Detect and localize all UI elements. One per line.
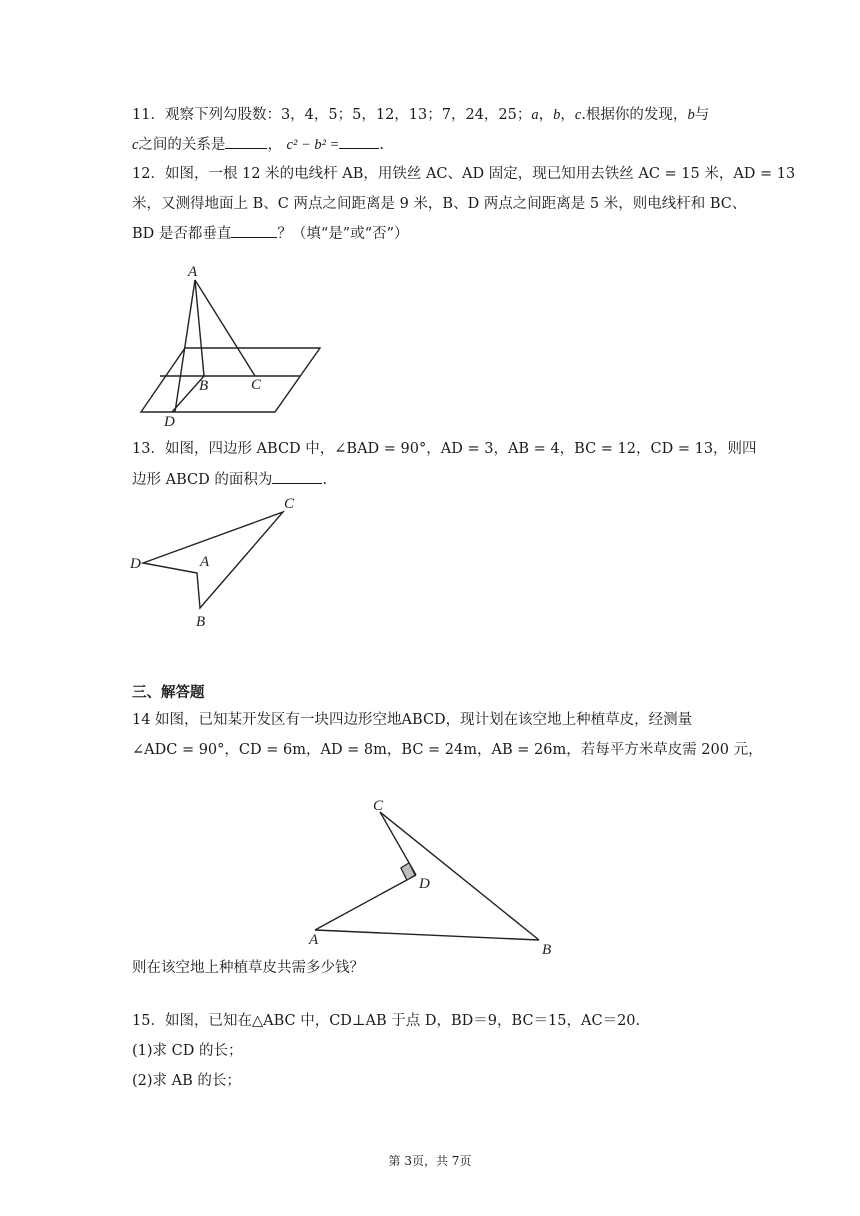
q13-blank[interactable] <box>272 469 322 484</box>
q15-line2: (1)求 CD 的长； <box>132 1043 243 1059</box>
page-footer: 第 3页，共 7页 <box>388 1154 472 1168</box>
q11-text-c: 与 <box>694 107 710 123</box>
q12-line3 <box>132 223 409 244</box>
q12-ground-plane <box>141 348 320 412</box>
q11-var-a: a <box>531 107 539 123</box>
q12-label-c: C <box>251 377 262 393</box>
q14-segment-bc <box>380 812 539 940</box>
q15-line1: 15．如图，已知在△ABC 中，CD⊥AB 于点 D，BD＝9，BC＝15，AC＝20. <box>132 1013 641 1029</box>
q14-right-angle-fill <box>401 863 415 880</box>
q13-label-b: B <box>196 614 206 630</box>
q14-line3: 则在该空地上种植草皮共需多少钱？ <box>132 960 364 976</box>
q13-quadrilateral <box>143 512 283 608</box>
q14-figure-lines <box>315 812 539 940</box>
q12-text-b: ？（填“是”或“否”） <box>277 226 409 242</box>
q12-line1: 12．如图，一根 12 米的电线杆 AB，用铁丝 AC、AD 固定，现已知用去铁丝 AC = 15 米，AD = 13 <box>132 166 796 182</box>
q11-line1: 11．观察下列勾股数：3，4，5；5，12，13；7，24，25；a，b，c.根据你的发现，b与 <box>132 107 710 123</box>
q13-line1: 13．如图，四边形 ABCD 中，∠BAD = 90°，AD = 3，AB = 4，BC = 12，CD = 13，则四 <box>132 441 757 457</box>
q12-figure-lines <box>141 280 320 412</box>
q14-line1: 14 如图，已知某开发区有一块四边形空地ABCD，现计划在该空地上种植草皮，经测量 <box>132 712 693 728</box>
q14-label-c: C <box>373 798 384 814</box>
q11-line2 <box>132 134 384 155</box>
q14-segment-ab <box>315 930 539 940</box>
q14-label-a: A <box>309 932 319 948</box>
q11-text-a: 11．观察下列勾股数：3，4，5；5，12，13；7，24，25； <box>132 107 532 123</box>
q12-label-b: B <box>199 378 209 394</box>
q13-label-c: C <box>284 496 295 512</box>
q11-text-d: 之间的关系是 <box>138 137 226 153</box>
q11-text-e: ， <box>267 137 282 153</box>
q14-segment-cd <box>380 812 416 875</box>
q12-segment-ad <box>175 280 195 412</box>
q11-expr: c² − b² = <box>286 137 340 153</box>
q12-text-a: BD 是否都垂直 <box>132 226 232 242</box>
q14-line2: ∠ADC = 90°，CD = 6m，AD = 8m，BC = 24m，AB = 26m，若每平方米草皮需 200 元， <box>132 742 763 758</box>
q11-var-c: c <box>574 107 582 123</box>
q12-segment-ab <box>195 280 204 376</box>
q15-line3: (2)求 AB 的长； <box>132 1073 241 1089</box>
q12-label-d: D <box>164 414 175 430</box>
q12-label-a: A <box>188 264 198 280</box>
q13-label-d: D <box>130 556 141 572</box>
q12-line2: 米，又测得地面上 B、C 两点之间距离是 9 米，B、D 两点之间距离是 5 米，则电线杆和 BC、 <box>132 196 747 212</box>
q14-label-b: B <box>542 942 552 958</box>
q14-segment-da <box>315 875 416 930</box>
q12-segment-ac <box>195 280 255 376</box>
q14-label-d: D <box>419 876 430 892</box>
q11-var-c2: c <box>132 137 139 153</box>
q12-blank[interactable] <box>231 223 277 238</box>
q14-right-angle-mark <box>401 863 409 880</box>
q13-text-a: 边形 ABCD 的面积为 <box>132 472 273 488</box>
q11-end: . <box>379 137 384 153</box>
q11-text-b: .根据你的发现， <box>581 107 688 123</box>
q13-text-b: . <box>322 472 327 488</box>
q11-var-b: b <box>553 107 561 123</box>
q11-blank-2[interactable] <box>339 134 379 149</box>
q11-blank-1[interactable] <box>225 134 267 149</box>
q11-var-b2: b <box>687 107 695 123</box>
q13-label-a: A <box>200 554 210 570</box>
section-title: 三、解答题 <box>132 685 205 701</box>
q13-line2 <box>132 469 327 490</box>
q12-segment-bd <box>172 376 204 412</box>
